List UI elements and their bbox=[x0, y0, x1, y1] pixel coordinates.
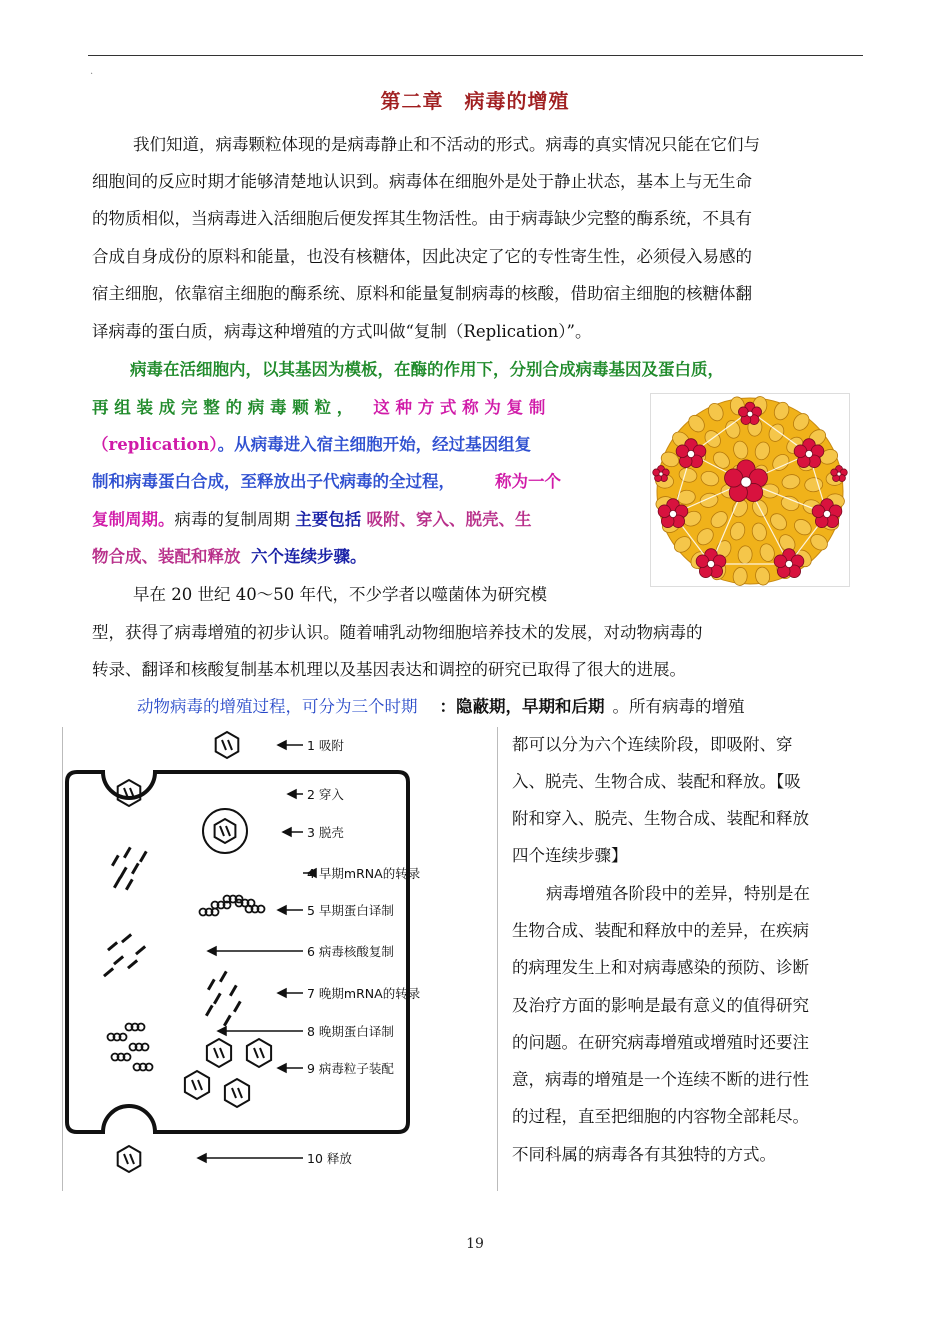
nucleic-fragment bbox=[127, 959, 138, 969]
para1-line: 译病毒的蛋白质，病毒这种增殖的方式叫做“复制（Replication）”。 bbox=[92, 322, 592, 341]
penton-lobe bbox=[774, 555, 787, 568]
penton-center bbox=[747, 411, 753, 417]
para1-line: 我们知道，病毒颗粒体现的是病毒静止和不活动的形式。病毒的真实情况只能在它们与 bbox=[133, 135, 760, 154]
penton-center bbox=[741, 477, 751, 487]
penton-lobe bbox=[653, 469, 660, 476]
para5-line: 病毒增殖各阶段中的差异，特别是在 bbox=[546, 884, 810, 903]
nucleic-fragment bbox=[121, 933, 132, 943]
nucleic-fragment bbox=[223, 1015, 232, 1027]
para4-all-viruses: 。所有病毒的增殖 bbox=[612, 697, 745, 716]
para2-six-steps: 六个连续步骤。 bbox=[251, 547, 367, 566]
para3-line: 早在 20 世纪 40～50 年代，不少学者以噬菌体为研究模 bbox=[133, 585, 547, 604]
virion-nucleic-acid bbox=[192, 1080, 196, 1090]
virus-capsid-image bbox=[650, 393, 850, 587]
para4-period-names: ：隐蔽期，早期和后期 bbox=[439, 697, 605, 716]
arrow-head bbox=[278, 906, 286, 914]
penton-lobe bbox=[696, 555, 709, 568]
para2-line4 bbox=[92, 468, 561, 492]
arrow-head bbox=[283, 828, 291, 836]
step-label: 7 晚期mRNA的转录 bbox=[307, 986, 421, 1001]
penton-center bbox=[837, 472, 841, 476]
step-label: 10 释放 bbox=[307, 1151, 352, 1166]
nucleic-fragment bbox=[107, 941, 118, 951]
para1-line: 细胞间的反应时期才能够清楚地认识到。病毒体在细胞外是处于静止状态，基本上与无生命 bbox=[92, 172, 752, 191]
virion bbox=[247, 1039, 271, 1067]
para1-line: 的物质相似，当病毒进入活细胞后便发挥其生物活性。由于病毒缺少完整的酶系统，不具有 bbox=[92, 209, 752, 228]
step-label: 3 脱壳 bbox=[307, 825, 344, 840]
nucleic-fragment bbox=[207, 979, 216, 991]
arrow-head bbox=[288, 790, 296, 798]
para5-line: 生物合成、装配和释放中的差异，在疾病 bbox=[512, 921, 809, 940]
nucleic-fragment bbox=[139, 851, 148, 863]
para2-line1: 病毒在活细胞内，以其基因为模板，在酶的作用下，分别合成病毒基因及蛋白质， bbox=[130, 360, 724, 379]
nucleic-fragment bbox=[229, 985, 238, 997]
penton-center bbox=[707, 560, 714, 567]
nucleic-fragment bbox=[131, 863, 140, 875]
virion-nucleic-acid bbox=[222, 740, 226, 750]
virion bbox=[215, 819, 236, 843]
virion-nucleic-acid bbox=[198, 1080, 202, 1090]
para5-line: 的过程，直至把细胞的内容物全部耗尽。 bbox=[512, 1107, 809, 1126]
penton-lobe bbox=[812, 505, 825, 518]
uncoating-vesicle bbox=[203, 809, 247, 853]
step-label: 2 穿入 bbox=[307, 787, 344, 802]
arrow-head bbox=[278, 989, 286, 997]
penton-lobe bbox=[676, 445, 689, 458]
penton-center bbox=[687, 450, 694, 457]
para4-line: 附和穿入、脱壳、生物合成、装配和释放 bbox=[512, 809, 809, 828]
virion bbox=[207, 1039, 231, 1067]
para2-line2 bbox=[92, 394, 545, 418]
para2-called-a: 称为一个 bbox=[495, 472, 561, 491]
penton-center bbox=[805, 450, 812, 457]
para2-reassemble: 再 组 装 成 完 整 的 病 毒 颗 粒 ， bbox=[92, 398, 354, 417]
penton-center bbox=[659, 472, 663, 476]
para2-cycle-label: 病毒的复制周期 bbox=[174, 510, 290, 529]
para4-line1 bbox=[137, 693, 745, 717]
penton-lobe bbox=[658, 505, 671, 518]
virion-nucleic-acid bbox=[220, 826, 224, 836]
step-label: 9 病毒粒子装配 bbox=[307, 1061, 394, 1076]
penton-lobe bbox=[794, 445, 807, 458]
arrow-head bbox=[208, 947, 216, 955]
step-label: 8 晚期蛋白译制 bbox=[307, 1024, 394, 1039]
para5-line: 的问题。在研究病毒增殖或增殖时还要注 bbox=[512, 1033, 809, 1052]
virion-nucleic-acid bbox=[238, 1088, 242, 1098]
virion-nucleic-acid bbox=[260, 1048, 264, 1058]
nucleic-fragment bbox=[113, 955, 124, 965]
virion-nucleic-acid bbox=[214, 1048, 218, 1058]
nucleic-fragment bbox=[125, 879, 134, 891]
para2-steps-a: 吸附、穿入、脱壳、生 bbox=[366, 510, 532, 529]
virion-nucleic-acid bbox=[130, 1154, 134, 1164]
virion bbox=[118, 780, 141, 806]
step-label: 5 早期蛋白译制 bbox=[307, 903, 394, 918]
arrow-head bbox=[278, 1064, 286, 1072]
nucleic-fragment bbox=[123, 847, 132, 859]
para2-line5 bbox=[92, 506, 532, 530]
nucleic-fragment bbox=[233, 1001, 242, 1013]
para4-line: 四个连续步骤】 bbox=[512, 846, 628, 865]
para4-line: 都可以分为六个连续阶段，即吸附、穿 bbox=[512, 735, 793, 754]
para3-line: 型，获得了病毒增殖的初步认识。随着哺乳动物细胞培养技术的发展，对动物病毒的 bbox=[92, 623, 703, 642]
para5-line: 意，病毒的增殖是一个连续不断的进行性 bbox=[512, 1070, 809, 1089]
step-label: 6 病毒核酸复制 bbox=[307, 944, 394, 959]
para5-line: 的病理发生上和对病毒感染的预防、诊断 bbox=[512, 958, 809, 977]
header-mark: . bbox=[90, 66, 94, 77]
arrow-head bbox=[218, 1027, 226, 1035]
step-label: 4 早期mRNA的转录 bbox=[307, 866, 421, 881]
para1-line: 合成自身成份的原料和能量，也没有核糖体，因此决定了它的专性寄生性，必须侵入易感的 bbox=[92, 247, 752, 266]
nucleic-fragment bbox=[103, 967, 114, 977]
para2-replication-cycle: 复制周期 bbox=[92, 510, 158, 529]
para1-line: 宿主细胞，依靠宿主细胞的酶系统、原料和能量复制病毒的核酸，借助宿主细胞的核糖体翻 bbox=[92, 284, 752, 303]
para2-cycle-start: 。从病毒进入宿主细胞开始，经过基因组复 bbox=[217, 435, 532, 454]
arrow-head bbox=[198, 1154, 206, 1162]
para2-steps-b: 物合成、装配和释放 bbox=[92, 547, 241, 566]
nucleic-fragment bbox=[113, 877, 122, 889]
para5-line: 及治疗方面的影响是最有意义的值得研究 bbox=[512, 996, 809, 1015]
header-rule bbox=[88, 55, 863, 56]
virion bbox=[118, 1146, 141, 1172]
para5-line: 不同科属的病毒各有其独特的方式。 bbox=[512, 1145, 776, 1164]
virion-nucleic-acid bbox=[254, 1048, 258, 1058]
para2-period: 。 bbox=[158, 510, 175, 529]
nucleic-fragment bbox=[205, 1005, 214, 1017]
nucleic-fragment bbox=[135, 945, 146, 955]
penton-center bbox=[823, 510, 830, 517]
para2-replication-term: （replication） bbox=[92, 435, 218, 454]
virion-nucleic-acid bbox=[124, 1154, 128, 1164]
nucleic-fragment bbox=[213, 993, 222, 1005]
virion-nucleic-acid bbox=[226, 826, 230, 836]
penton-center bbox=[669, 510, 676, 517]
para2-cycle-process: 制和病毒蛋白合成，至释放出子代病毒的全过程， bbox=[92, 472, 455, 491]
para4-three-periods: 动物病毒的增殖过程，可分为三个时期 bbox=[137, 697, 418, 716]
nucleic-fragment bbox=[111, 855, 120, 867]
virion-nucleic-acid bbox=[232, 1088, 236, 1098]
penton-lobe bbox=[831, 469, 838, 476]
nucleic-fragment bbox=[119, 867, 128, 879]
page-number: 19 bbox=[466, 1236, 484, 1252]
para2-line3 bbox=[92, 431, 531, 455]
para2-called-replication: 这 种 方 式 称 为 复 制 bbox=[373, 398, 546, 417]
virion-nucleic-acid bbox=[220, 1048, 224, 1058]
penton-lobe bbox=[738, 407, 748, 417]
step-label: 1 吸附 bbox=[307, 738, 344, 753]
penton-lobe bbox=[725, 469, 743, 487]
virion-nucleic-acid bbox=[228, 740, 232, 750]
para2-main-includes: 主要包括 bbox=[295, 510, 362, 529]
para4-line: 入、脱壳、生物合成、装配和释放。【吸 bbox=[512, 772, 801, 791]
para2-line6 bbox=[92, 543, 367, 567]
penton-center bbox=[785, 560, 792, 567]
virion bbox=[225, 1079, 249, 1107]
virion bbox=[185, 1071, 209, 1099]
arrow-head bbox=[278, 741, 286, 749]
para3-line: 转录、翻译和核酸复制基本机理以及基因表达和调控的研究已取得了很大的进展。 bbox=[92, 660, 686, 679]
nucleic-fragment bbox=[219, 971, 228, 983]
replication-cycle-diagram bbox=[62, 727, 498, 1191]
virion bbox=[216, 732, 239, 758]
chapter-title: 第二章 病毒的增殖 bbox=[380, 89, 570, 113]
